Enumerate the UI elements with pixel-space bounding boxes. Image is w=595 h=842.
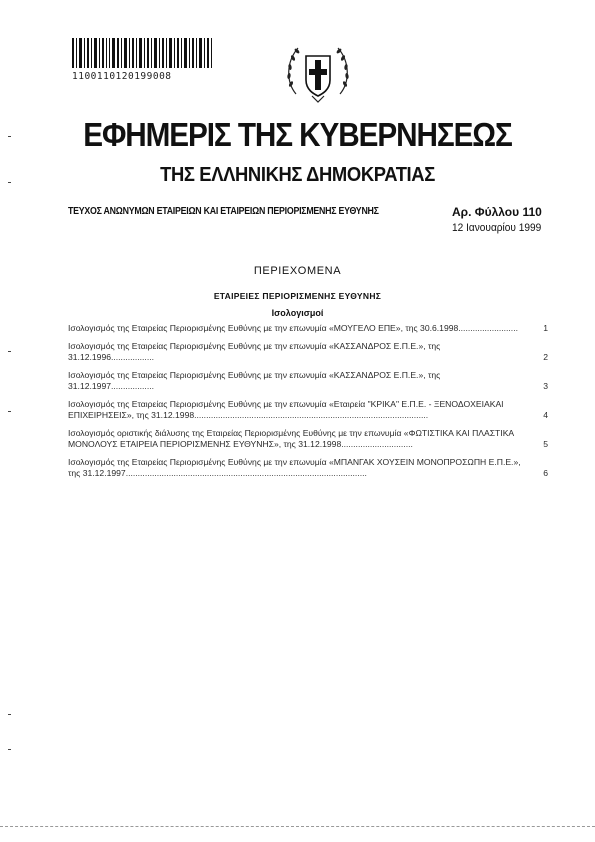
contents-entry bbox=[68, 341, 548, 363]
entry-page-number: 1 bbox=[543, 323, 548, 333]
contents-entry bbox=[68, 323, 548, 334]
section-heading: ΕΤΑΙΡΕΙΕΣ ΠΕΡΙΟΡΙΣΜΕΝΗΣ ΕΥΘΥΝΗΣ bbox=[213, 291, 382, 301]
entry-page-number: 6 bbox=[543, 468, 548, 478]
issue-type: ΤΕΥΧΟΣ ΑΝΩΝΥΜΩΝ ΕΤΑΙΡΕΙΩΝ ΚΑΙ ΕΤΑΙΡΕΙΩΝ ΠΕΡΙΟΡΙΣΜΕΝΗΣ ΕΥΘΥΝΗΣ bbox=[68, 205, 379, 217]
entry-page-number: 5 bbox=[543, 439, 548, 449]
scan-mark bbox=[8, 351, 11, 352]
entry-page-number: 4 bbox=[543, 410, 548, 420]
subsection-heading: Ισολογισμοί bbox=[271, 308, 324, 318]
contents-entry bbox=[68, 457, 548, 479]
contents-entry bbox=[68, 399, 548, 421]
entry-text: Ισολογισμός της Εταιρείας Περιορισμένης Ευθύνης με την επωνυμία «ΜΟΥΓΕΛΟ ΕΠΕ», της 30.6.1998......................... bbox=[68, 323, 518, 333]
contents-list bbox=[68, 323, 548, 486]
entry-text: Ισολογισμός της Εταιρείας Περιορισμένης Ευθύνης με την επωνυμία «ΚΑΣΣΑΝΔΡΟΣ Ε.Π.Ε.», της 31.12.1997.................. bbox=[68, 370, 441, 391]
entry-text: Ισολογισμός οριστικής διάλυσης της Εταιρείας Περιορισμένης Ευθύνης με την επωνυμία «ΦΩΤΙΣΤΙΚΑ ΚΑΙ ΠΛΑΣΤΙΚΑ ΜΟΝΟΛΟΥΣ ΕΤΑΙΡΕΙΑ ΠΕΡΙΟΡΙΣΜΕΝΗΣ ΕΥΘΥΝΗΣ», της 31.12.1998.............................. bbox=[68, 428, 514, 449]
entry-page-number: 2 bbox=[543, 352, 548, 362]
scan-mark bbox=[8, 411, 11, 412]
scan-mark bbox=[8, 136, 11, 137]
gazette-title: ΕΦΗΜΕΡΙΣ ΤΗΣ ΚΥΒΕΡΝΗΣΕΩΣ bbox=[83, 116, 512, 153]
entry-text: Ισολογισμός της Εταιρείας Περιορισμένης Ευθύνης με την επωνυμία «ΜΠΑΝΓΑΚ ΧΟΥΣΕΙΝ ΜΟΝΟΠΡΟΣΩΠΗ Ε.Π.Ε.», της 31.12.1997..................................................................................................... bbox=[68, 457, 521, 478]
entry-text: Ισολογισμός της Εταιρείας Περιορισμένης Ευθύνης με την επωνυμία «ΚΑΣΣΑΝΔΡΟΣ Ε.Π.Ε.», της 31.12.1996.................. bbox=[68, 341, 441, 362]
entry-page-number: 3 bbox=[543, 381, 548, 391]
issue-date: 12 Ιανουαρίου 1999 bbox=[452, 222, 542, 234]
sheet-number: Αρ. Φύλλου 110 bbox=[452, 205, 542, 219]
barcode-number: 1100110120199008 bbox=[72, 71, 172, 82]
coat-of-arms-emblem bbox=[282, 36, 354, 108]
gazette-subtitle: ΤΗΣ ΕΛΛΗΝΙΚΗΣ ΔΗΜΟΚΡΑΤΙΑΣ bbox=[160, 164, 435, 186]
scan-edge-line bbox=[0, 826, 595, 828]
contents-heading: ΠΕΡΙΕΧΟΜΕΝΑ bbox=[253, 265, 342, 277]
entry-text: Ισολογισμός της Εταιρείας Περιορισμένης Ευθύνης με την επωνυμία «Εταιρεία "ΚΡΙΚΑ" Ε.Π.Ε. - ΞΕΝΟΔΟΧΕΙΑΚΑΙ ΕΠΙΧΕΙΡΗΣΕΙΣ», της 31.12.1998.................................................................................................. bbox=[68, 399, 504, 420]
contents-entry bbox=[68, 428, 548, 450]
scan-mark bbox=[8, 749, 11, 750]
barcode bbox=[72, 38, 212, 68]
contents-entry bbox=[68, 370, 548, 392]
scan-mark bbox=[8, 714, 11, 715]
scan-mark bbox=[8, 182, 11, 183]
